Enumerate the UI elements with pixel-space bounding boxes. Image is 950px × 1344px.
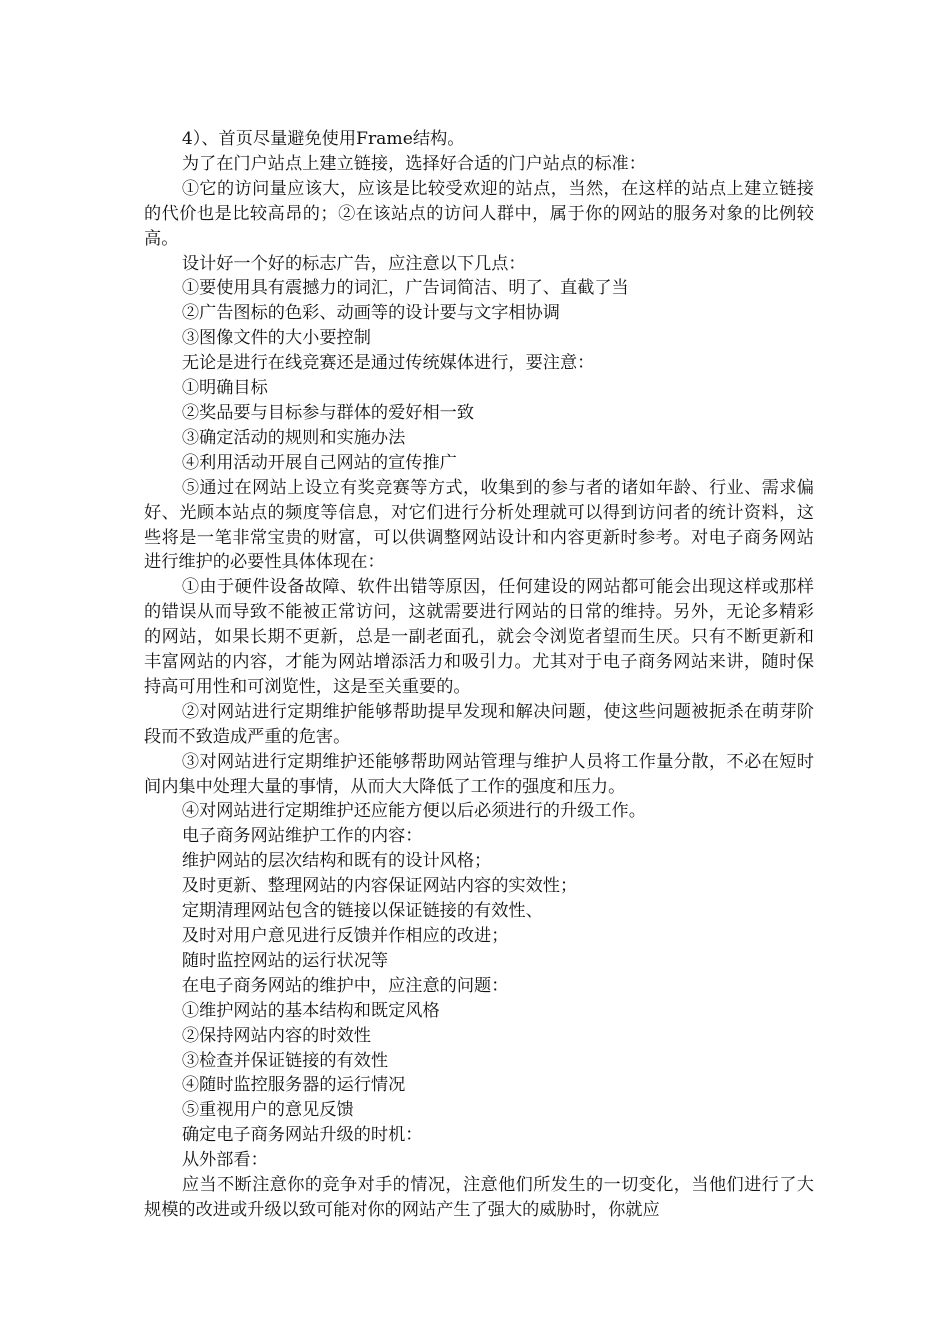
list-item: ⑤重视用户的意见反馈	[181, 1100, 354, 1121]
paragraph-maintenance-issues-intro: 在电子商务网站的维护中，应注意的问题：	[181, 975, 509, 996]
paragraph-maintenance-reason-2: ②对网站进行定期维护能够帮助提早发现和解决问题，使这些问题被扼杀在萌芽阶段而不致造成严重的危害。	[144, 701, 814, 747]
list-item: ②广告图标的色彩、动画等的设计要与文字相协调	[181, 303, 560, 324]
paragraph-banner-ad-intro: 设计好一个好的标志广告，应注意以下几点：	[181, 253, 526, 274]
paragraph-external-view: 从外部看：	[181, 1150, 268, 1171]
paragraph-upgrade-timing: 确定电子商务网站升级的时机：	[181, 1125, 423, 1146]
list-item: ②保持网站内容的时效性	[181, 1025, 371, 1046]
list-item: ④随时监控服务器的运行情况	[181, 1075, 406, 1096]
list-item: ④利用活动开展自己网站的宣传推广	[181, 452, 457, 473]
paragraph-portal-criteria: ①它的访问量应该大，应该是比较受欢迎的站点，当然，在这样的站点上建立链接的代价也是比较高昂的；②在该站点的访问人群中，属于你的网站的服务对象的比例较高。	[144, 178, 814, 249]
list-item: 维护网站的层次结构和既有的设计风格；	[181, 851, 492, 872]
paragraph-contest-data: ⑤通过在网站上设立有奖竞赛等方式，收集到的参与者的诸如年龄、行业、需求偏好、光顾本站点的频度等信息，对它们进行分析处理就可以得到访问者的统计资料，这些将是一笔非常宝贵的财富，可以供调整网站设计和内容更新时参考。对电子商务网站进行维护的必要性具体体现在：	[144, 477, 814, 573]
list-item: ③图像文件的大小要控制	[181, 328, 371, 349]
list-item: ①维护网站的基本结构和既定风格	[181, 1000, 440, 1021]
paragraph-portal-criteria-intro: 为了在门户站点上建立链接，选择好合适的门户站点的标准：	[181, 153, 646, 174]
list-item: ③确定活动的规则和实施办法	[181, 427, 406, 448]
paragraph-contest-intro: 无论是进行在线竞赛还是通过传统媒体进行，要注意：	[181, 353, 595, 374]
list-item: ①要使用具有震撼力的词汇，广告词简洁、明了、直截了当	[181, 278, 629, 299]
paragraph-maintenance-reason-4: ④对网站进行定期维护还应能方便以后必须进行的升级工作。	[181, 801, 646, 822]
document-body	[144, 127, 814, 1223]
list-item: 及时更新、整理网站的内容保证网站内容的实效性；	[181, 876, 578, 897]
paragraph-maintenance-reason-3: ③对网站进行定期维护还能够帮助网站管理与维护人员将工作量分散，不必在短时间内集中处理大量的事情，从而大大降低了工作的强度和压力。	[144, 751, 814, 797]
list-item: ③检查并保证链接的有效性	[181, 1050, 389, 1071]
paragraph-maintenance-reason-1: ①由于硬件设备故障、软件出错等原因，任何建设的网站都可能会出现这样或那样的错误从而导致不能被正常访问，这就需要进行网站的日常的维持。另外，无论多精彩的网站，如果长期不更新，总是一副老面孔，就会令浏览者望而生厌。只有不断更新和丰富网站的内容，才能为网站增添活力和吸引力。尤其对于电子商务网站来讲，随时保持高可用性和可浏览性，这是至关重要的。	[144, 577, 814, 697]
paragraph-maintenance-content-intro: 电子商务网站维护工作的内容：	[181, 826, 423, 847]
list-item: ①明确目标	[181, 378, 268, 399]
list-item: ②奖品要与目标参与群体的爱好相一致	[181, 402, 475, 423]
paragraph-competitor-watch: 应当不断注意你的竞争对手的情况，注意他们所发生的一切变化，当他们进行了大规模的改进或升级以致可能对你的网站产生了强大的威胁时，你就应	[144, 1175, 814, 1220]
paragraph-frame-tip: 4）、首页尽量避免使用Frame结构。	[181, 129, 465, 149]
list-item: 随时监控网站的运行状况等	[181, 950, 389, 971]
list-item: 定期清理网站包含的链接以保证链接的有效性、	[181, 901, 543, 922]
list-item: 及时对用户意见进行反馈并作相应的改进；	[181, 926, 509, 946]
